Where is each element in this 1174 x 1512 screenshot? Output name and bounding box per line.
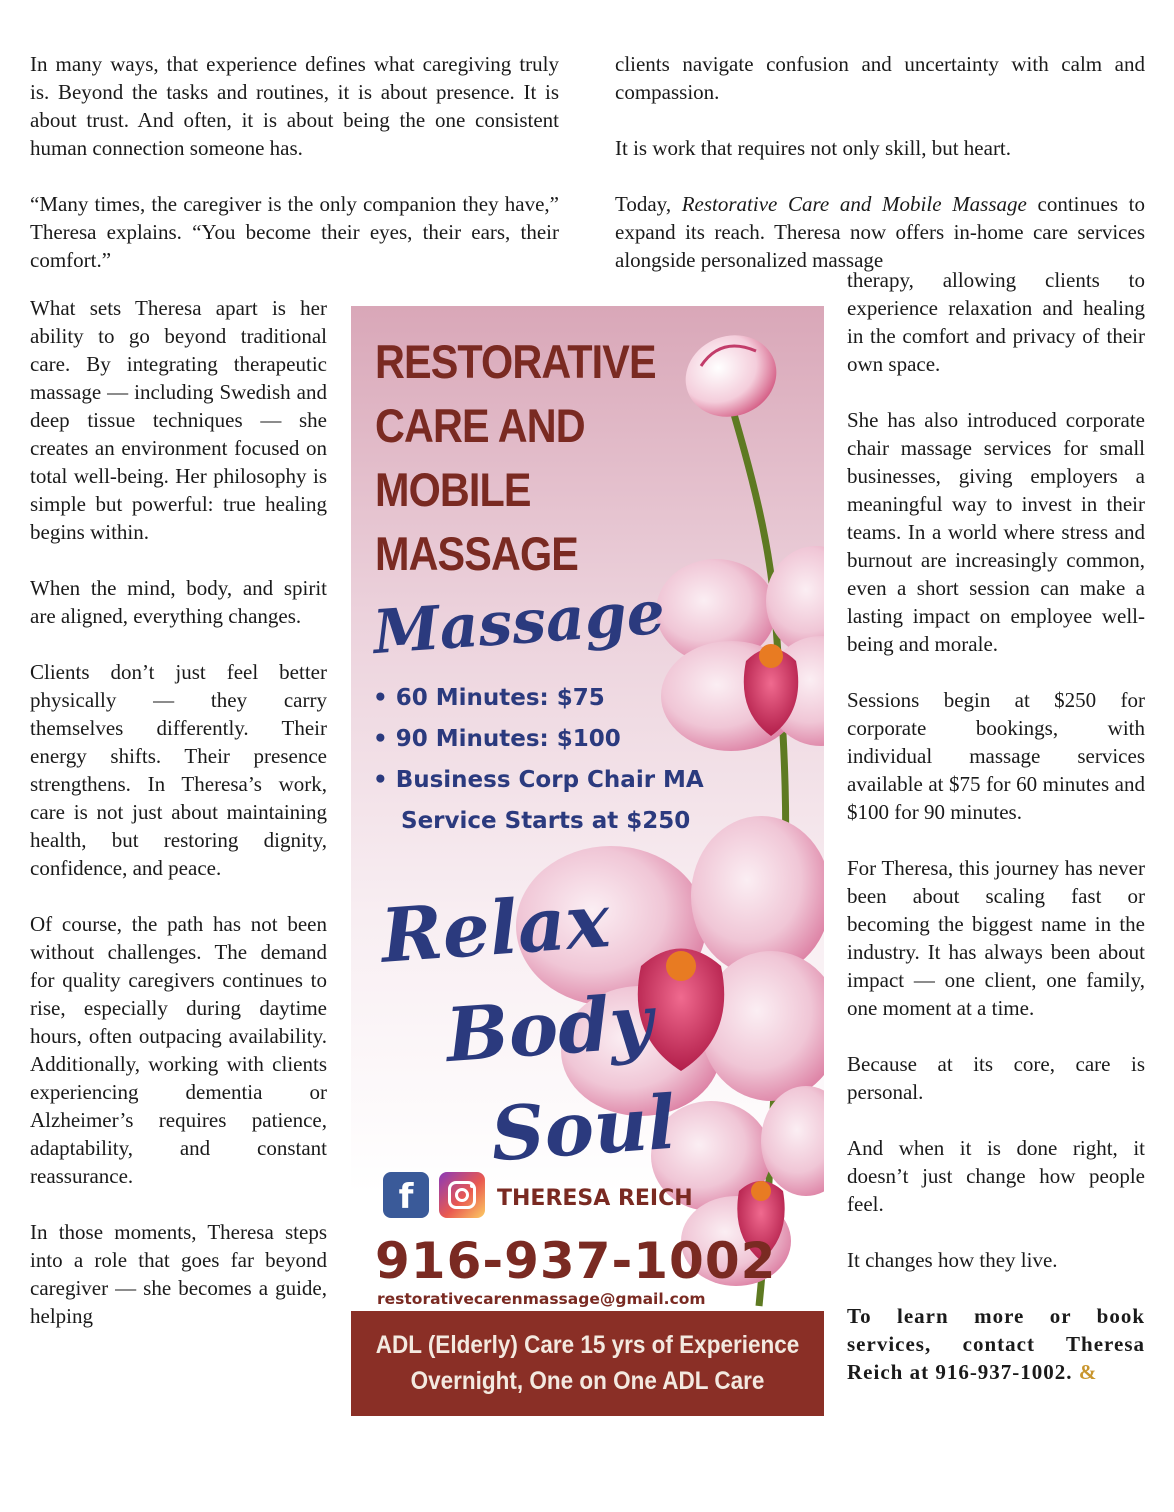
paragraph: “Many times, the caregiver is the only companion they have,” Theresa explains. “You become their eyes, their ears, their comfort.”: [30, 192, 559, 272]
instagram-icon[interactable]: [439, 1172, 485, 1218]
today-prefix: Today,: [615, 192, 682, 216]
right-column: [847, 266, 1145, 1386]
paragraph: clients navigate confusion and uncertainty with calm and compassion.: [615, 52, 1145, 104]
paragraph: When the mind, body, and spirit are aligned, everything changes.: [30, 576, 327, 628]
ad-title: [375, 330, 727, 586]
call-to-action: [847, 1302, 1145, 1386]
script-word-soul: Soul: [488, 1079, 679, 1179]
ad-footer-banner: [351, 1311, 824, 1416]
paragraph: In many ways, that experience defines what caregiving truly is. Beyond the tasks and routines, it is about presence. It is about trust. And often, it is about being the one consistent human connection someone has.: [30, 52, 559, 160]
paragraph: What sets Theresa apart is her ability to go beyond traditional care. By integrating therapeutic massage — including Swedish and deep tissue techniques — she creates an environment focused on total well-being. Her philosophy is simple but powerful: true healing begins within.: [30, 296, 327, 544]
paragraph: Clients don’t just feel better physically — they carry themselves differently. Their energy shifts. Their presence strengthens. In Theresa’s work, care is not just about maintaining health, but restoring dignity, confidence, and peace.: [30, 660, 327, 880]
price-item: • 90 Minutes: $100: [373, 726, 621, 752]
today-rest: continues to expand its reach. Theresa now offers in-home care services alongside personalized massage: [615, 192, 1145, 272]
cta-text: To learn more or book services, contact Theresa Reich at 916-937-1002.: [847, 1304, 1145, 1384]
script-word-body: Body: [443, 978, 656, 1080]
paragraph: And when it is done right, it doesn’t just change how people feel.: [847, 1136, 1145, 1216]
paragraph: Of course, the path has not been without challenges. The demand for quality caregivers continues to rise, especially during daytime hours, often outpacing availability. Additionally, working with clients experiencing dementia or Alzheimer’s requires patience, adaptability, and constant reassurance.: [30, 912, 327, 1188]
massage-heading: Massage: [370, 577, 667, 669]
price-note: Service Starts at $250: [401, 808, 691, 834]
price-list: [373, 678, 803, 842]
paragraph: It changes how they live.: [847, 1248, 1058, 1272]
footer-line: ADL (Elderly) Care 15 yrs of Experience: [375, 1331, 800, 1359]
paragraph: Sessions begin at $250 for corporate bookings, with individual massage services available at $75 for 60 minutes and $100 for 90 minutes.: [847, 688, 1145, 824]
top-right-column: [615, 50, 1145, 274]
contact-email[interactable]: restorativecarenmassage@gmail.com: [377, 1290, 706, 1308]
paragraph: In those moments, Theresa steps into a role that goes far beyond caregiver — she becomes a guide, helping: [30, 1220, 327, 1328]
contact-name: THERESA REICH: [497, 1186, 693, 1211]
price-item: • 60 Minutes: $75: [373, 685, 605, 711]
company-name: Restorative Care and Mobile Massage: [681, 192, 1027, 216]
end-mark: &: [1078, 1360, 1098, 1384]
paragraph: She has also introduced corporate chair massage services for small businesses, giving employers a meaningful way to invest in their teams. In a world where stress and burnout are increasingly common, even a short session can make a lasting impact on employee well-being and morale.: [847, 408, 1145, 656]
paragraph: For Theresa, this journey has never been about scaling fast or becoming the biggest name in the industry. It has always been about impact — one client, one family, one moment at a time.: [847, 856, 1145, 1020]
paragraph: Because at its core, care is personal.: [847, 1052, 1145, 1104]
paragraph: therapy, allowing clients to experience relaxation and healing in the comfort and privacy of their own space.: [847, 268, 1145, 376]
facebook-icon[interactable]: f: [383, 1172, 429, 1218]
advertisement: [351, 306, 824, 1416]
left-column: [30, 294, 327, 1330]
paragraph-today: [615, 190, 1145, 274]
price-item: • Business Corp Chair MA: [373, 767, 704, 793]
paragraph: It is work that requires not only skill, but heart.: [615, 136, 1012, 160]
footer-line: Overnight, One on One ADL Care: [410, 1367, 765, 1395]
ad-title-line: CARE AND: [375, 399, 585, 452]
ad-title-line: RESTORATIVE: [375, 335, 656, 388]
ad-title-line: MOBILE MASSAGE: [375, 463, 578, 580]
contact-phone[interactable]: 916-937-1002: [375, 1232, 777, 1290]
top-left-column: [30, 50, 559, 274]
script-word-relax: Relax: [378, 878, 613, 980]
